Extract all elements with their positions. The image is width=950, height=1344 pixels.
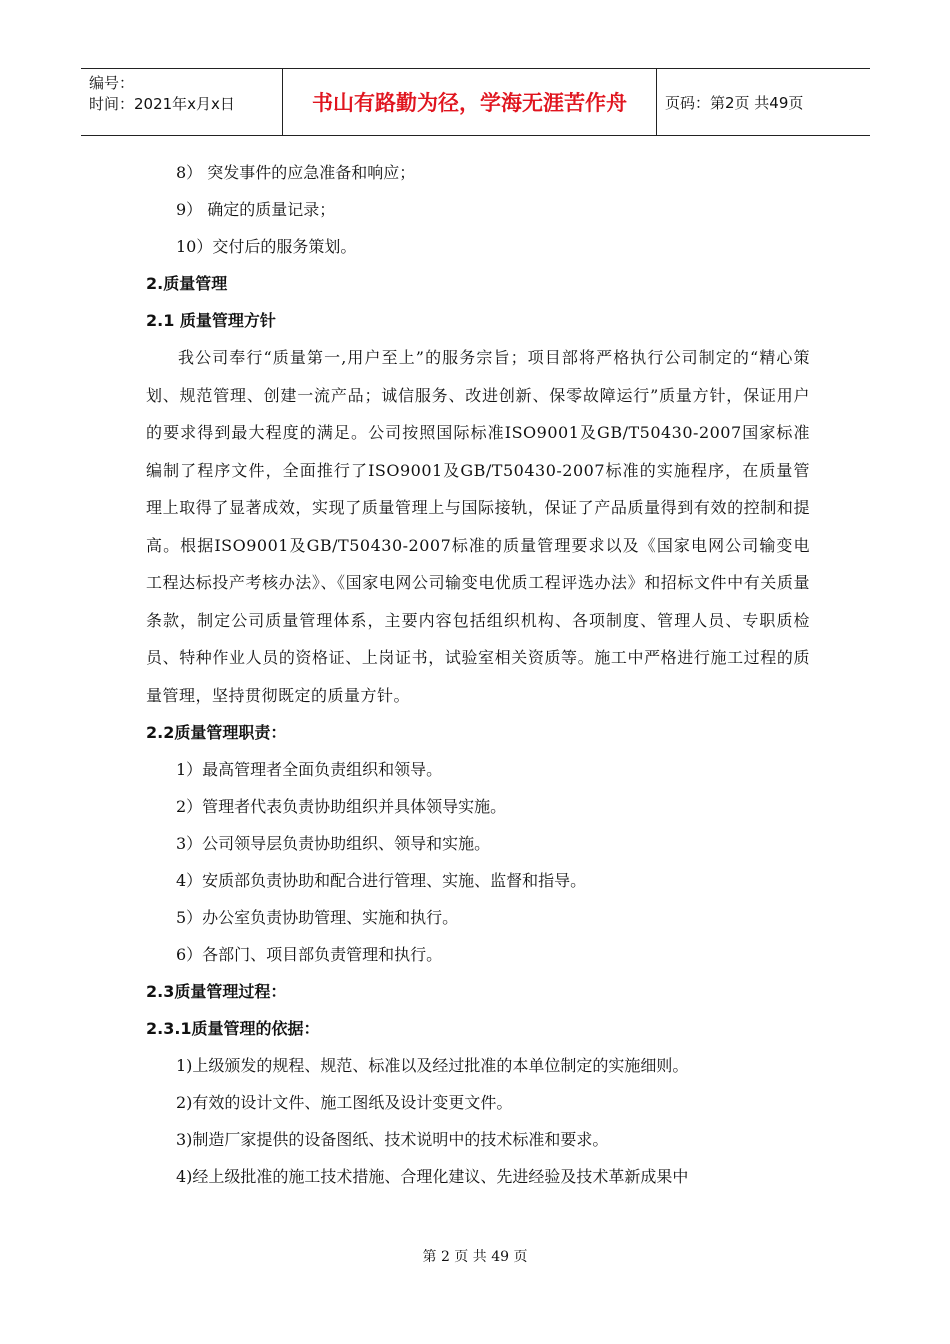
section-heading-2: 2.质量管理 [146,274,228,293]
list-item: 6）各部门、项目部负责管理和执行。 [176,945,443,964]
list-item: 10）交付后的服务策划。 [176,237,357,256]
paragraph-quality-policy: 我公司奉行“质量第一,用户至上”的服务宗旨；项目部将严格执行公司制定的“精心策划、规范管理、创建一流产品；诚信服务、改进创新、保零故障运行”质量方针，保证用户的要求得到最大程度的满足。公司按照国际标准ISO9001及GB/T50430-2007国家标准编制了程序文件，全面推行了ISO9001及GB/T50430-2007标准的实施程序，在质量管理上取得了显著成效，实现了质量管理上与国际接轨，保证了产品质量得到有效的控制和提高。根据ISO9001及GB/T50430-2007标准的质量管理要求以及《国家电网公司输变电工程达标投产考核办法》、《国家电网公司输变电优质工程评选办法》和招标文件中有关质量条款，制定公司质量管理体系，主要内容包括组织机构、各项制度、管理人员、专职质检员、特种作业人员的资格证、上岗证书，试验室相关资质等。施工中严格进行施工过程的质量管理，坚持贯彻既定的质量方针。 [146,348,810,705]
section-heading-2-3: 2.3质量管理过程： [146,982,287,1001]
list-item: 5）办公室负责协助管理、实施和执行。 [176,908,459,927]
page-footer: 第 2 页 共 49 页 [422,1249,528,1265]
header-meta [81,69,283,135]
list-item: 1）最高管理者全面负责组织和领导。 [176,760,443,779]
section-heading-2-3-1: 2.3.1质量管理的依据： [146,1019,320,1038]
list-item: 4)经上级批准的施工技术措施、合理化建议、先进经验及技术革新成果中 [176,1167,689,1186]
list-item: 3）公司领导层负责协助组织、领导和实施。 [176,834,491,853]
list-item: 2）管理者代表负责协助组织并具体领导实施。 [176,797,507,816]
header-page-number: 页码：第2页 共49页 [665,93,804,112]
header-motto: 书山有路勤为径，学海无涯苦作舟 [283,69,657,135]
list-item: 4）安质部负责协助和配合进行管理、实施、监督和指导。 [176,871,587,890]
list-item: 2)有效的设计文件、施工图纸及设计变更文件。 [176,1093,513,1112]
document-number-label: 编号： [89,74,135,92]
document-body [146,154,810,1195]
list-item: 9） 确定的质量记录； [176,200,336,219]
page-header [81,68,870,136]
list-item: 8） 突发事件的应急准备和响应； [176,163,416,182]
list-item: 3)制造厂家提供的设备图纸、技术说明中的技术标准和要求。 [176,1130,609,1149]
document-date: 时间：2021年x月x日 [89,95,235,113]
section-heading-2-1: 2.1 质量管理方针 [146,311,276,330]
section-heading-2-2: 2.2质量管理职责： [146,723,287,742]
list-item: 1)上级颁发的规程、规范、标准以及经过批准的本单位制定的实施细则。 [176,1056,689,1075]
